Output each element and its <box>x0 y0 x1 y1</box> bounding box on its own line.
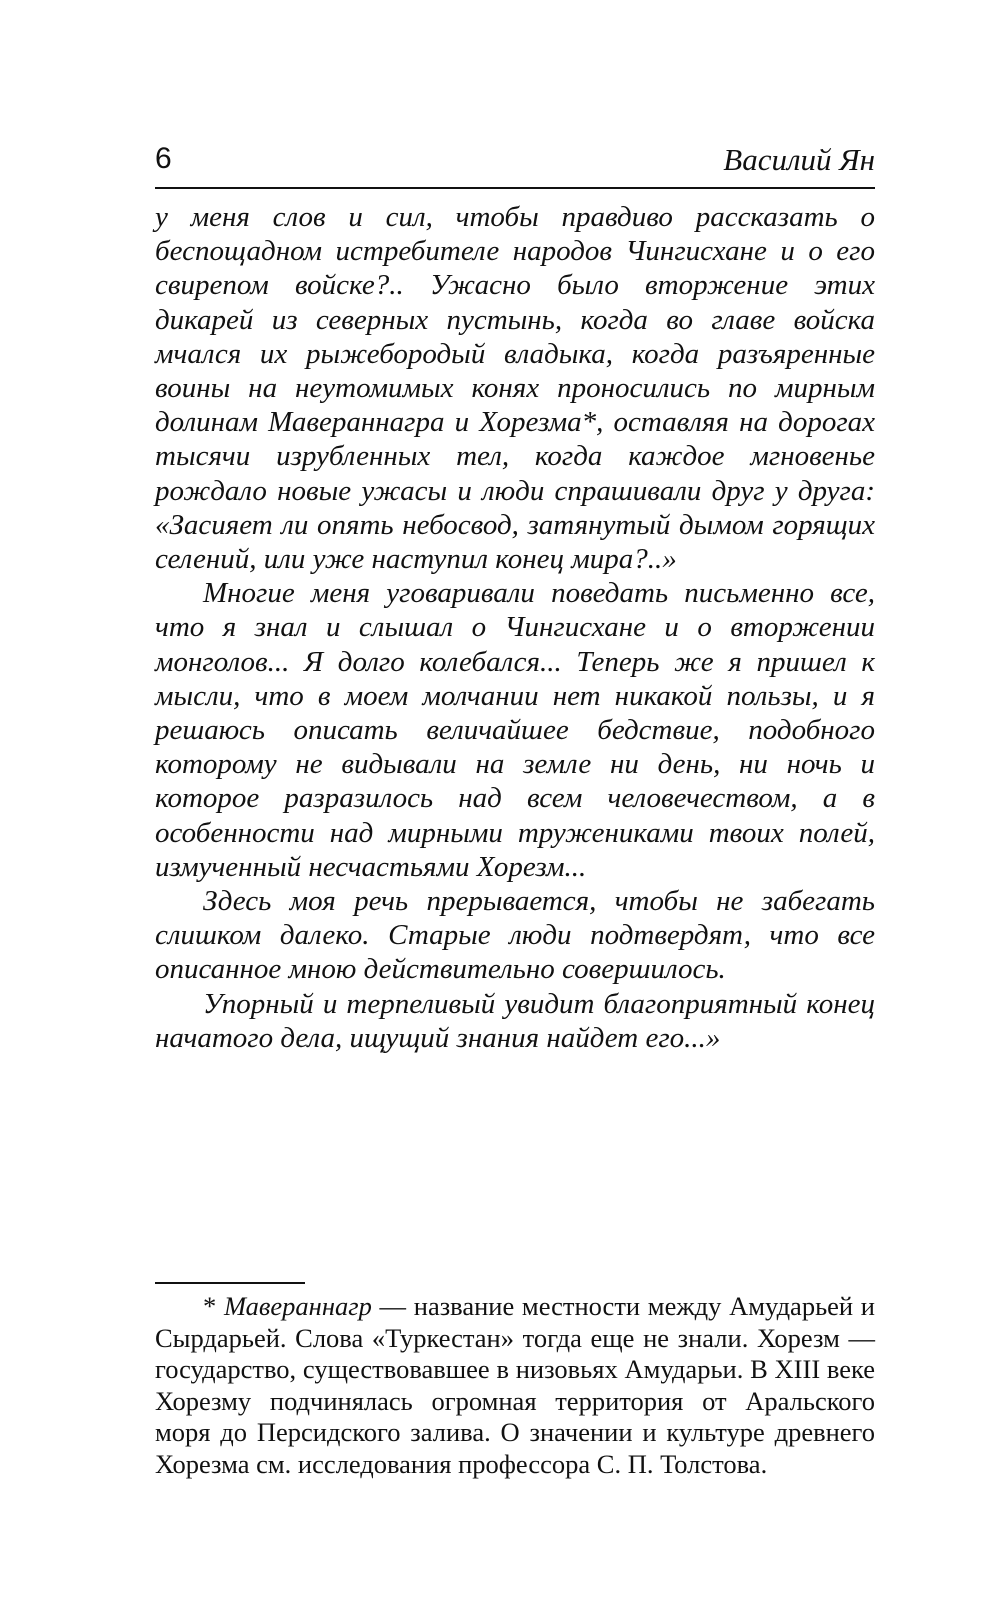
paragraph-1: у меня слов и сил, чтобы правдиво рассказать о беспощадном истребителе народов Чингисхане и о его свирепом войске?.. Ужасно было вторжение этих дикарей из северных пустынь, когда во главе войска мчался их рыжебородый владыка, когда разъяренные воины на неутомимых конях проносились по мирным долинам Мавераннагра и Хорезма*, оставляя на дорогах тысячи изрубленных тел, когда каждое мгновенье рождало новые ужасы и люди спрашивали друг у друга: «Засияет ли опять небосвод, затянутый дымом горящих селений, или уже наступил конец мира?..» <box>155 201 875 576</box>
footnote-text: — название местности между Амударьей и Сырдарьей. Слова «Туркестан» тогда еще не знали. Хорезм — государство, существовавшее в низовьях Амударьи. В XIII веке Хорезму подчинялась огромная территория от Аральского моря до Персидского залива. О значении и культуре древнего Хорезма см. исследования профессора С. П. Толстова. <box>155 1291 875 1479</box>
body-text <box>155 200 875 1055</box>
header-rule <box>155 187 875 189</box>
footnote-rule <box>155 1282 305 1284</box>
footnote <box>155 1291 875 1480</box>
page-header <box>155 142 875 182</box>
paragraph-4: Упорный и терпеливый увидит благоприятный конец начатого дела, ищущий знания найдет его...» <box>155 987 875 1054</box>
paragraph-3: Здесь моя речь прерывается, чтобы не забегать слишком далеко. Старые люди подтвердят, что все описанное мною действительно совершилось. <box>155 885 875 986</box>
paragraph-2: Многие меня уговаривали поведать письменно все, что я знал и слышал о Чингисхане и о вторжении монголов... Я долго колебался... Теперь же я пришел к мысли, что в моем молчании нет никакой пользы, и я решаюсь описать величайшее бедствие, подобного которому не видывали на земле ни день, ни ночь и которое разразилось над всем человечеством, а в особенности над мирными тружениками твоих полей, измученный несчастьями Хорезм... <box>155 577 875 883</box>
footnote-term: Мавераннагр <box>223 1291 372 1321</box>
page-number: 6 <box>155 142 172 175</box>
footnote-marker: * <box>203 1291 224 1321</box>
running-head-author: Василий Ян <box>723 142 875 177</box>
